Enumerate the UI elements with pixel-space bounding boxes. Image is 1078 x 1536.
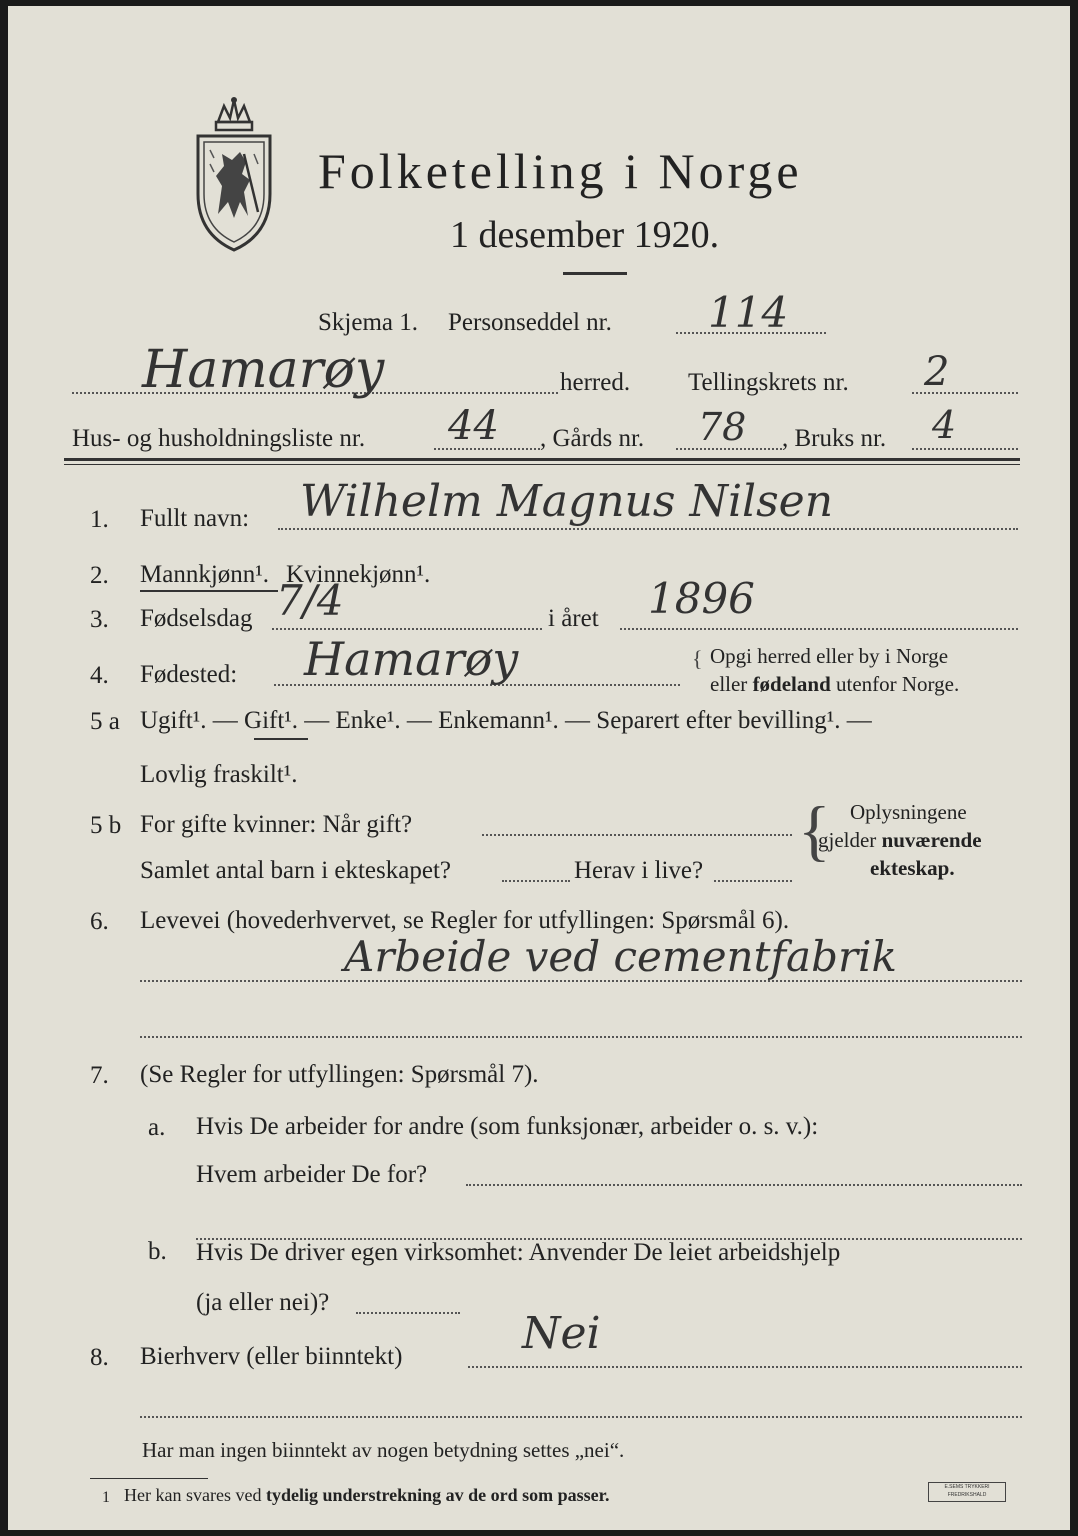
q5b-number: 5 b (90, 812, 122, 839)
q4-note-2 (710, 674, 959, 695)
q5b-note-2 (818, 830, 982, 851)
q4-note-1: Opgi herred eller by i Norge (710, 644, 949, 668)
coat-of-arms-icon (188, 94, 280, 254)
q1-label: Fullt navn: (140, 505, 250, 532)
footnote-text (124, 1486, 610, 1504)
q5b-children-label: Samlet antal barn i ekteskapet? (140, 857, 451, 884)
q6-number: 6. (90, 908, 109, 935)
hus-value[interactable]: 44 (448, 403, 499, 449)
printer-mark-text: E.SEMS TRYKKERI FREDRIKSHALD (944, 1484, 990, 1498)
q8-line-2 (140, 1416, 1022, 1418)
q3-day-line (272, 628, 542, 630)
q5a-number: 5 a (90, 708, 120, 735)
q8-label: Bierhverv (eller biinntekt) (140, 1343, 403, 1370)
footnote-text-a: Her kan svares ved (124, 1485, 266, 1505)
q5a-options[interactable]: Ugift¹. — Gift¹. — Enke¹. — Enkemann¹. — Separert efter bevilling¹. — (140, 707, 872, 734)
q7a-line1: Hvis De arbeider for andre (som funksjonær, arbeider o. s. v.): (196, 1113, 819, 1140)
bruks-value[interactable]: 4 (932, 403, 957, 447)
q4-note-2b: fødeland (752, 672, 831, 696)
footer-note: Har man ingen biinntekt av nogen betydning settes „nei“. (142, 1438, 625, 1462)
q5a-gift-underline (254, 738, 308, 740)
q4-note-2a: eller (710, 672, 753, 696)
q5b-note-2b: nuværende (881, 828, 982, 852)
q5b-alive-label: Herav i live? (574, 857, 704, 884)
q4-number: 4. (90, 662, 109, 689)
q5b-married-line (482, 834, 792, 836)
q6-value[interactable]: Arbeide ved cementfabrik (344, 932, 897, 981)
q5b-note-3: ekteskap. (870, 856, 955, 880)
q1-number: 1. (90, 506, 109, 533)
bruks-label: , Bruks nr. (782, 425, 887, 452)
q8-number: 8. (90, 1344, 109, 1371)
hus-label: Hus- og husholdningsliste nr. (72, 425, 366, 452)
q4-brace: { (692, 646, 703, 671)
footnote-mark: 1 (102, 1489, 110, 1506)
q8-line (468, 1366, 1022, 1368)
form-title: Folketelling i Norge (318, 143, 803, 199)
header-separator-thin (64, 464, 1020, 465)
gards-label: , Gårds nr. (540, 425, 645, 452)
footnote-rule (90, 1478, 208, 1479)
q5b-line1: For gifte kvinner: Når gift? (140, 811, 413, 838)
q7a-line2: Hvem arbeider De for? (196, 1161, 428, 1188)
q5b-children-line (502, 880, 570, 882)
skjema-label: Skjema 1. (318, 309, 418, 336)
q4-label: Fødested: (140, 661, 238, 688)
census-form (8, 6, 1070, 1530)
q7b-line (356, 1312, 460, 1314)
q7b-line1: Hvis De driver egen virksomhet: Anvender De leiet arbeidshjelp (196, 1239, 841, 1266)
q7-label: (Se Regler for utfyllingen: Spørsmål 7). (140, 1061, 539, 1088)
q2-male[interactable]: Mannkjønn¹. (140, 561, 270, 588)
form-date: 1 desember 1920. (450, 214, 720, 256)
q5b-note-2a: gjelder (818, 828, 882, 852)
q8-value[interactable]: Nei (522, 1308, 601, 1359)
tellingskrets-label: Tellingskrets nr. (688, 369, 849, 396)
herred-label: herred. (560, 369, 631, 396)
q4-value[interactable]: Hamarøy (304, 632, 519, 686)
q5b-note-1: Oplysningene (850, 800, 967, 824)
header-separator (64, 458, 1020, 461)
q3-year-value[interactable]: 1896 (648, 574, 755, 623)
q3-year-line (620, 628, 1018, 630)
q2-male-underline (140, 590, 278, 592)
printer-mark (928, 1482, 1006, 1502)
bruks-line (912, 448, 1018, 450)
footnote-text-b: tydelig understrekning av de ord som passer. (265, 1485, 610, 1505)
q3-label: Fødselsdag (140, 605, 253, 632)
q2-number: 2. (90, 562, 109, 589)
q1-value[interactable]: Wilhelm Magnus Nilsen (300, 476, 834, 527)
tellingskrets-value[interactable]: 2 (924, 349, 950, 395)
q5a-line2[interactable]: Lovlig fraskilt¹. (140, 761, 298, 788)
gards-value[interactable]: 78 (698, 405, 747, 449)
q3-year-label: i året (548, 605, 599, 632)
q7a-letter: a. (148, 1114, 166, 1141)
personseddel-label: Personseddel nr. (448, 309, 612, 336)
q5b-alive-line (714, 880, 792, 882)
q5b-brace: { (798, 792, 831, 868)
q3-number: 3. (90, 606, 109, 633)
q3-day-value[interactable]: 7/4 (276, 576, 344, 625)
q4-note-2c: utenfor Norge. (830, 672, 960, 696)
title-rule (563, 272, 627, 275)
q7b-letter: b. (148, 1238, 167, 1265)
q7b-line2: (ja eller nei)? (196, 1289, 330, 1316)
q7-number: 7. (90, 1062, 109, 1089)
q2-female[interactable]: Kvinnekjønn¹. (286, 561, 431, 588)
personseddel-value[interactable]: 114 (708, 288, 789, 337)
q1-line (278, 528, 1018, 530)
herred-value[interactable]: Hamarøy (142, 340, 385, 400)
q6-line-2 (140, 1036, 1022, 1038)
q6-label: Levevei (hovederhvervet, se Regler for utfyllingen: Spørsmål 6). (140, 907, 790, 934)
q7a-line (466, 1184, 1022, 1186)
